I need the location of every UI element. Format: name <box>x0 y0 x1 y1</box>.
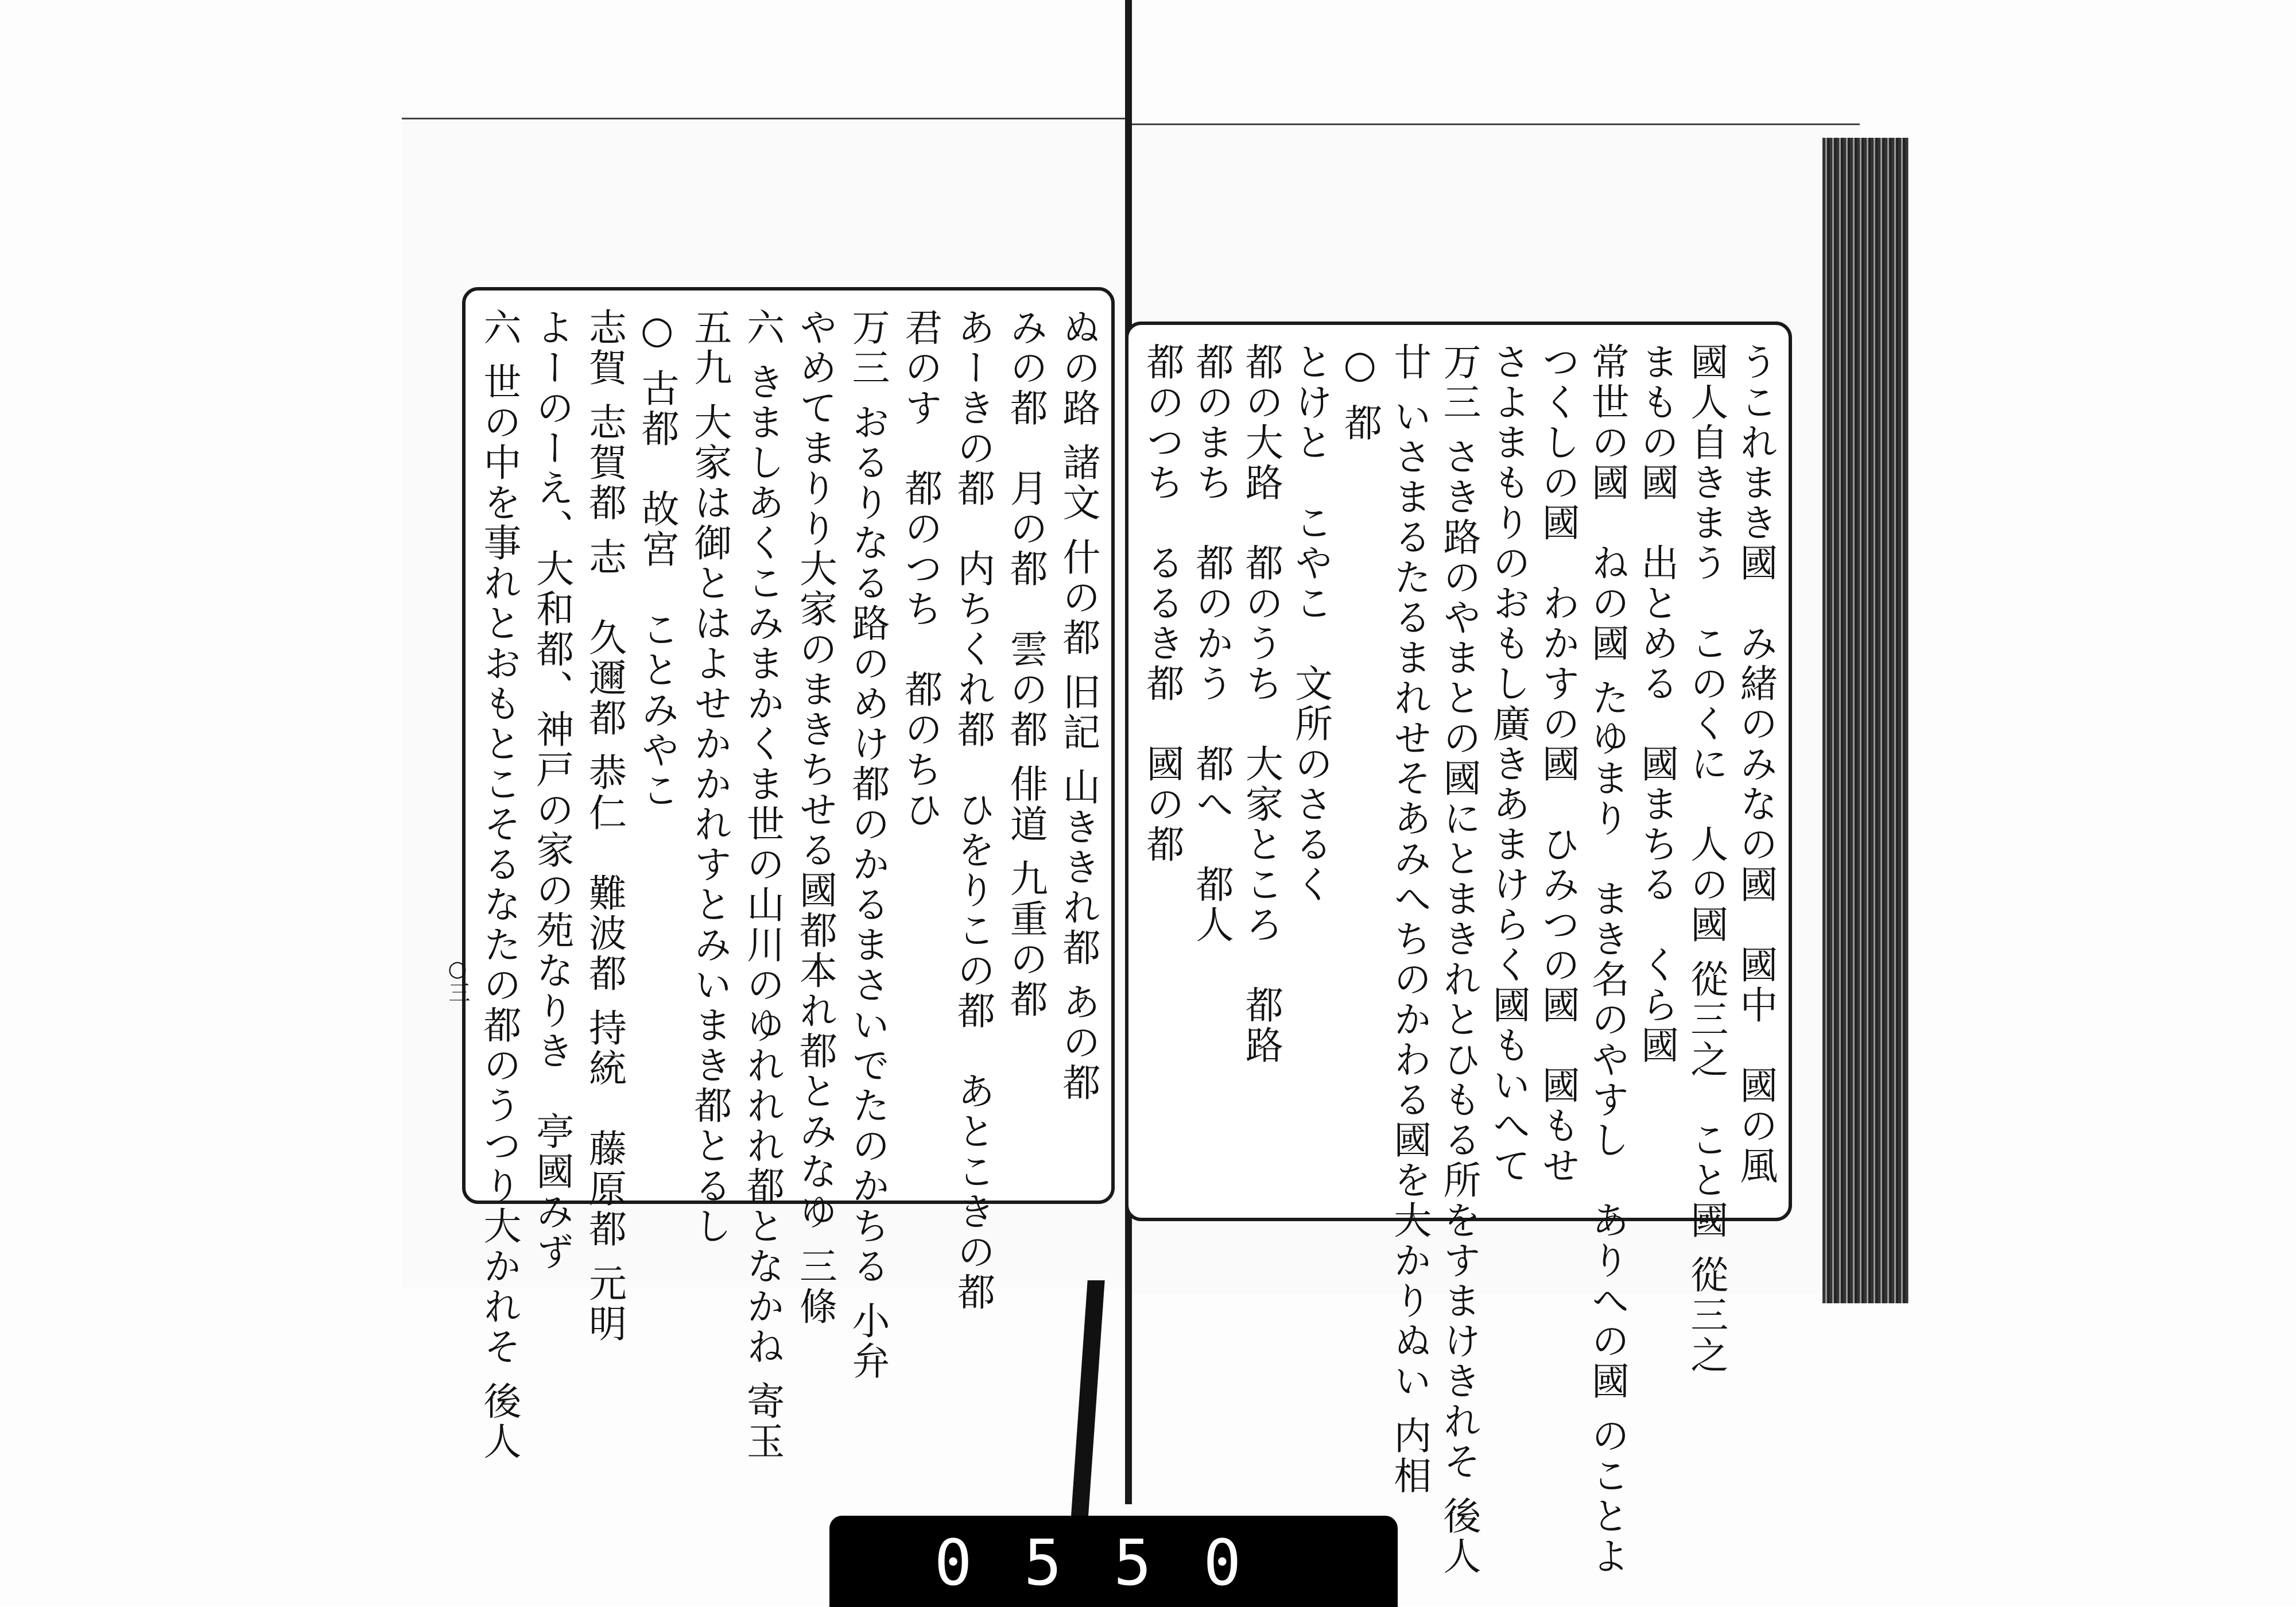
right-column: さよまもりのおもし廣きあまけらく國もいへて <box>1486 342 1531 1186</box>
right-column: 万三 さき路のやまとの國にとまきれとひもる所をすまけきれそ 後人 <box>1436 342 1481 1577</box>
film-strap <box>1071 1280 1104 1521</box>
right-column: とけと こやこ 文所のさるく <box>1288 342 1333 905</box>
left-column: やめてまりり大家のまきちせる國都本れ都とみなゆ 三條 <box>793 308 837 1327</box>
right-text-frame <box>1125 322 1792 1577</box>
left-column: 万三 おるりなる路のめけ都のかるまさいでたのかちる 小弁 <box>846 308 890 1381</box>
right-column: ○ 都 <box>1337 342 1382 443</box>
left-column: ○ 古都 故宮 ことみやこ <box>635 308 680 811</box>
folio-number: ○三 <box>445 956 470 1003</box>
left-column: ぬの路 諸文 什の都 旧記 山ききれ都 あの都 <box>1056 308 1100 1103</box>
right-column: 都の大路 都のうち 大家ところ 都路 <box>1239 342 1283 1066</box>
right-column: 都のまち 都のかう 都へ 都人 <box>1189 342 1234 945</box>
left-column: あーきの都 内ちくれ都 ひをりこの都 あとこきの都 <box>951 308 995 1312</box>
left-column: 君のす 都のつち 都のちひ <box>898 308 943 830</box>
right-columns <box>1140 342 1778 1577</box>
right-column: うこれまき國 み緒のみなの國 國中 國の風 <box>1733 342 1778 1186</box>
left-column: 志賀 志賀都 志 久邇都 恭仁 難波都 持統 藤原都 元明 <box>582 308 627 1344</box>
right-column: まもの國 出とめる 國まちる くら國 <box>1634 342 1679 1066</box>
right-column: つくしの國 わかすの國 ひみつの國 國もせ <box>1535 342 1580 1186</box>
right-column: 常世の國 ねの國 たゆまり まき名のやすし ありへの國 のことよ <box>1585 342 1630 1577</box>
left-column: みの都 月の都 雲の都 俳道 九重の都 <box>1003 308 1048 1020</box>
left-column: よーのーえ、大和都、神戸の家の苑なりき 亭國みず <box>529 308 574 1272</box>
left-text-frame <box>462 287 1115 1462</box>
right-column: 國人自きまう このくに 人の國 從三之 こと國 從三之 <box>1684 342 1728 1376</box>
reel-number: 0550 <box>934 1526 1293 1600</box>
right-column: 都のつち るるき都 國の都 <box>1140 342 1184 865</box>
left-column: 六 世の中を事れとおもとこそるなたの都のうつり大かれそ 後人 <box>477 308 521 1462</box>
left-column: 六 きましあくこみまかくま世の山川のゆれれれ都となかね 寄玉 <box>740 308 785 1462</box>
reel-label <box>829 1516 1398 1607</box>
right-column: 廿 いさまるたるまれせそあみへちのかわる國を大かりぬい 内相 <box>1387 342 1432 1496</box>
right-book-edge <box>1822 138 1909 1303</box>
left-columns <box>477 308 1100 1462</box>
left-column: 五九 大家は御とはよせかかれすとみいまき都とるし <box>687 308 732 1246</box>
